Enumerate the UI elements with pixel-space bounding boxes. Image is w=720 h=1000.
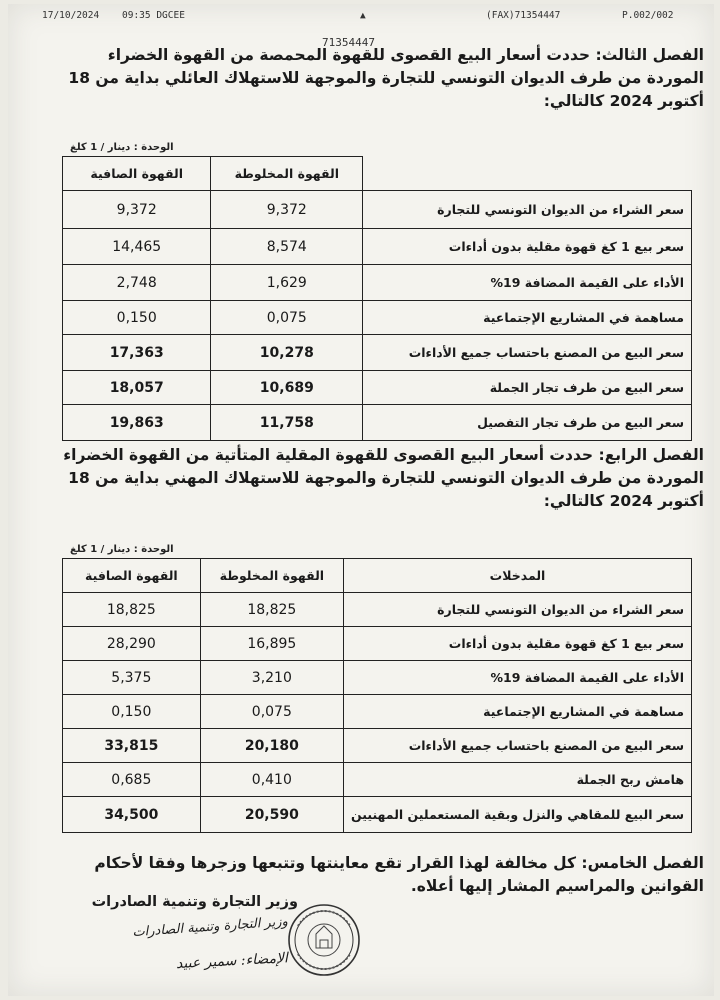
fax-date: 17/10/2024 bbox=[42, 10, 100, 21]
table-1-row bbox=[63, 371, 692, 405]
table-2-header-pure: القهوة الصافية bbox=[63, 559, 201, 593]
table-2-header-blend: القهوة المخلوطة bbox=[200, 559, 343, 593]
table-1-cell-blend: 10,689 bbox=[211, 371, 363, 405]
table-1-header-row bbox=[63, 157, 692, 191]
table-1-cell-blend: 0,075 bbox=[211, 301, 363, 335]
table-1-cell-label: سعر البيع من طرف تجار التفصيل bbox=[363, 405, 692, 441]
table-1-row bbox=[63, 229, 692, 265]
table-2-row bbox=[63, 797, 692, 833]
table-2-cell-label: مساهمة في المشاريع الإجتماعية bbox=[344, 695, 692, 729]
fax-page: P.002/002 bbox=[622, 10, 674, 21]
retail-price-table bbox=[62, 156, 692, 441]
table-1-cell-pure: 2,748 bbox=[63, 265, 211, 301]
chapter-3-title: الفصل الثالث: bbox=[595, 46, 704, 64]
table-2-row bbox=[63, 661, 692, 695]
table-2-row bbox=[63, 763, 692, 797]
table-1-header-empty bbox=[363, 157, 692, 191]
chapter-3-text: حددت أسعار البيع القصوى للقهوة المحمصة من القهوة الخضراء الموردة من طرف الديوان التونسي للتجارة والموجهة للاستهلاك العائلي بداية من 18 أكتوبر 2024 كالتالي: bbox=[68, 46, 704, 110]
table-1-cell-label: سعر البيع من المصنع باحتساب جميع الأداءات bbox=[363, 335, 692, 371]
table-1-row bbox=[63, 301, 692, 335]
table-1-cell-pure: 14,465 bbox=[63, 229, 211, 265]
chapter-5-text: كل مخالفة لهذا القرار تقع معاينتها وتتبعها وزجرها وفقا لأحكام القوانين والمراسيم المشار إليها أعلاه. bbox=[94, 854, 704, 895]
table-2-row bbox=[63, 627, 692, 661]
table-2-cell-label: سعر الشراء من الديوان التونسي للتجارة bbox=[344, 593, 692, 627]
table-1-header-pure: القهوة الصافية bbox=[63, 157, 211, 191]
table-1-cell-label: الأداء على القيمة المضافة 19% bbox=[363, 265, 692, 301]
table-1-cell-blend: 8,574 bbox=[211, 229, 363, 265]
table-2-cell-label: الأداء على القيمة المضافة 19% bbox=[344, 661, 692, 695]
table-2-row bbox=[63, 729, 692, 763]
table-2-cell-blend: 16,895 bbox=[200, 627, 343, 661]
table-1-cell-blend: 10,278 bbox=[211, 335, 363, 371]
table-2-cell-pure: 28,290 bbox=[63, 627, 201, 661]
chapter-4-title: الفصل الرابع: bbox=[598, 446, 704, 464]
table-2-cell-pure: 18,825 bbox=[63, 593, 201, 627]
fax-number: (FAX)71354447 bbox=[486, 10, 561, 21]
table-1-cell-label: سعر بيع 1 كغ قهوة مقلية بدون أداءات bbox=[363, 229, 692, 265]
official-seal-icon bbox=[286, 902, 362, 978]
table-2-cell-pure: 0,150 bbox=[63, 695, 201, 729]
table-1-row bbox=[63, 265, 692, 301]
chapter-5-title: الفصل الخامس: bbox=[581, 854, 704, 872]
table-1-row bbox=[63, 191, 692, 229]
fax-arrow-icon: ▲ bbox=[360, 10, 366, 21]
table-2-cell-pure: 0,685 bbox=[63, 763, 201, 797]
table-1-row bbox=[63, 335, 692, 371]
table-2-row bbox=[63, 593, 692, 627]
table-2-cell-label: سعر البيع للمقاهي والنزل وبقية المستعملين المهنيين bbox=[344, 797, 692, 833]
minister-title: وزير التجارة وتنمية الصادرات bbox=[91, 894, 298, 910]
table-1-cell-blend: 11,758 bbox=[211, 405, 363, 441]
table-1-cell-pure: 19,863 bbox=[63, 405, 211, 441]
table-1-cell-pure: 17,363 bbox=[63, 335, 211, 371]
table-1-cell-pure: 9,372 bbox=[63, 191, 211, 229]
table-1-cell-label: سعر الشراء من الديوان التونسي للتجارة bbox=[363, 191, 692, 229]
table-2-cell-blend: 20,180 bbox=[200, 729, 343, 763]
document-page bbox=[8, 4, 714, 996]
professional-price-table bbox=[62, 558, 692, 833]
table-2-cell-blend: 0,075 bbox=[200, 695, 343, 729]
table-2-cell-pure: 34,500 bbox=[63, 797, 201, 833]
fax-header bbox=[8, 10, 714, 26]
table-2-cell-blend: 20,590 bbox=[200, 797, 343, 833]
table-1-cell-pure: 18,057 bbox=[63, 371, 211, 405]
table-2-cell-label: سعر بيع 1 كغ قهوة مقلية بدون أداءات bbox=[344, 627, 692, 661]
fax-stamp: 71354447 bbox=[322, 36, 375, 49]
signature-handwritten-2: الإمضاء: سمير عبيد bbox=[175, 950, 289, 973]
table-1-cell-label: مساهمة في المشاريع الإجتماعية bbox=[363, 301, 692, 335]
chapter-4-text: حددت أسعار البيع القصوى للقهوة المقلية المتأتية من القهوة الخضراء الموردة من طرف الديوان التونسي للتجارة والموجهة للاستهلاك المهني بداية من 18 أكتوبر 2024 كالتالي: bbox=[63, 446, 704, 510]
chapter-5-paragraph bbox=[60, 852, 704, 898]
table-2-cell-pure: 33,815 bbox=[63, 729, 201, 763]
table-1-cell-blend: 9,372 bbox=[211, 191, 363, 229]
table-1-unit: الوحدة : دينار / 1 كلغ bbox=[70, 142, 174, 153]
table-1-cell-label: سعر البيع من طرف تجار الجملة bbox=[363, 371, 692, 405]
table-2-header-label: المدخلات bbox=[344, 559, 692, 593]
table-2-row bbox=[63, 695, 692, 729]
table-2-cell-blend: 3,210 bbox=[200, 661, 343, 695]
table-2-cell-pure: 5,375 bbox=[63, 661, 201, 695]
table-2-cell-label: هامش ربح الجملة bbox=[344, 763, 692, 797]
table-1-cell-pure: 0,150 bbox=[63, 301, 211, 335]
table-1-header-blend: القهوة المخلوطة bbox=[211, 157, 363, 191]
table-2-cell-blend: 0,410 bbox=[200, 763, 343, 797]
signature-handwritten-1: وزير التجارة وتنمية الصادرات bbox=[131, 914, 289, 941]
table-2-header-row bbox=[63, 559, 692, 593]
table-1-row bbox=[63, 405, 692, 441]
table-2-cell-blend: 18,825 bbox=[200, 593, 343, 627]
chapter-4-paragraph bbox=[60, 444, 704, 513]
fax-time-sender: 09:35 DGCEE bbox=[122, 10, 185, 21]
table-2-cell-label: سعر البيع من المصنع باحتساب جميع الأداءات bbox=[344, 729, 692, 763]
chapter-3-paragraph bbox=[60, 44, 704, 113]
table-1-cell-blend: 1,629 bbox=[211, 265, 363, 301]
table-2-unit: الوحدة : دينار / 1 كلغ bbox=[70, 544, 174, 555]
